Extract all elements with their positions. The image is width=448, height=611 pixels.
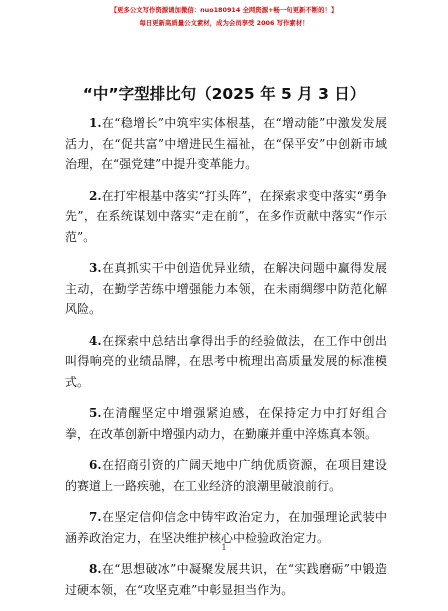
- paragraph-text: 在探索中总结出拿得出手的经验做法，在工作中创出叫得响亮的业绩品牌，在思考中梳理出高质量发展的标准模式。: [65, 333, 387, 389]
- paragraph-text: 在“思想破冰”中凝聚发展共识，在“实践磨砺”中锻造过硬本领，在“攻坚克难”中彰显担当作为。: [65, 562, 387, 597]
- page-number: 1: [221, 543, 227, 552]
- paragraph-6: [65, 455, 387, 496]
- paragraph-number: 6.: [89, 458, 102, 472]
- paragraph-text: 在打牢根基中落实“打头阵”，在探索求变中落实“勇争先”，在系统谋划中落实“走在前”，在多作贡献中落实“作示范”。: [65, 188, 387, 244]
- paragraph-text: 在真抓实干中创造优异业绩，在解决问题中赢得发展主动，在勤学苦练中增强能力本领，在未雨绸缪中防范化解风险。: [65, 261, 387, 316]
- promo-line-1: 【更多公文写作资源请加微信：nuo180914 全网资源+畅一句更新不断的！】: [110, 6, 338, 14]
- paragraph-4: [65, 331, 387, 393]
- promo-line-2: 每日更新高质量公文素材，成为会员享受 2006 写作素材！: [139, 19, 309, 27]
- document-title: “中”字型排比句（2025 年 5 月 3 日）: [82, 85, 366, 103]
- paragraph-number: 2.: [89, 188, 102, 203]
- paragraph-number: 7.: [89, 510, 102, 524]
- promo-banner: [0, 4, 448, 30]
- paragraph-number: 5.: [89, 406, 102, 420]
- paragraph-text: 在招商引资的广阔天地中广纳优质资源，在项目建设的赛道上一路疾驰，在工业经济的浪潮里破浪前行。: [65, 458, 387, 493]
- paragraph-7: [65, 507, 387, 548]
- paragraph-3: [65, 258, 387, 320]
- paragraph-number: 4.: [89, 333, 102, 348]
- paragraph-5: [65, 403, 387, 444]
- paragraph-text: 在坚定信仰信念中铸牢政治定力，在加强理论武装中涵养政治定力，在坚决维护核心中检验政治定力。: [65, 510, 387, 545]
- paragraph-number: 8.: [89, 562, 102, 576]
- paragraph-number: 3.: [89, 261, 102, 275]
- document-body: [65, 113, 387, 611]
- paragraph-text: 在清醒坚定中增强紧迫感，在保持定力中打好组合拳，在改革创新中增强内动力，在勤廉并重中淬炼真本领。: [65, 406, 387, 441]
- paragraph-text: 在“稳增长”中筑牢实体根基，在“增动能”中激发发展活力，在“促共富”中增进民生福祉，在“保平安”中创新市域治理，在“强党建”中提升变革能力。: [65, 116, 387, 171]
- paragraph-2: [65, 186, 387, 248]
- paragraph-number: 1.: [89, 116, 102, 130]
- paragraph-1: [65, 113, 387, 175]
